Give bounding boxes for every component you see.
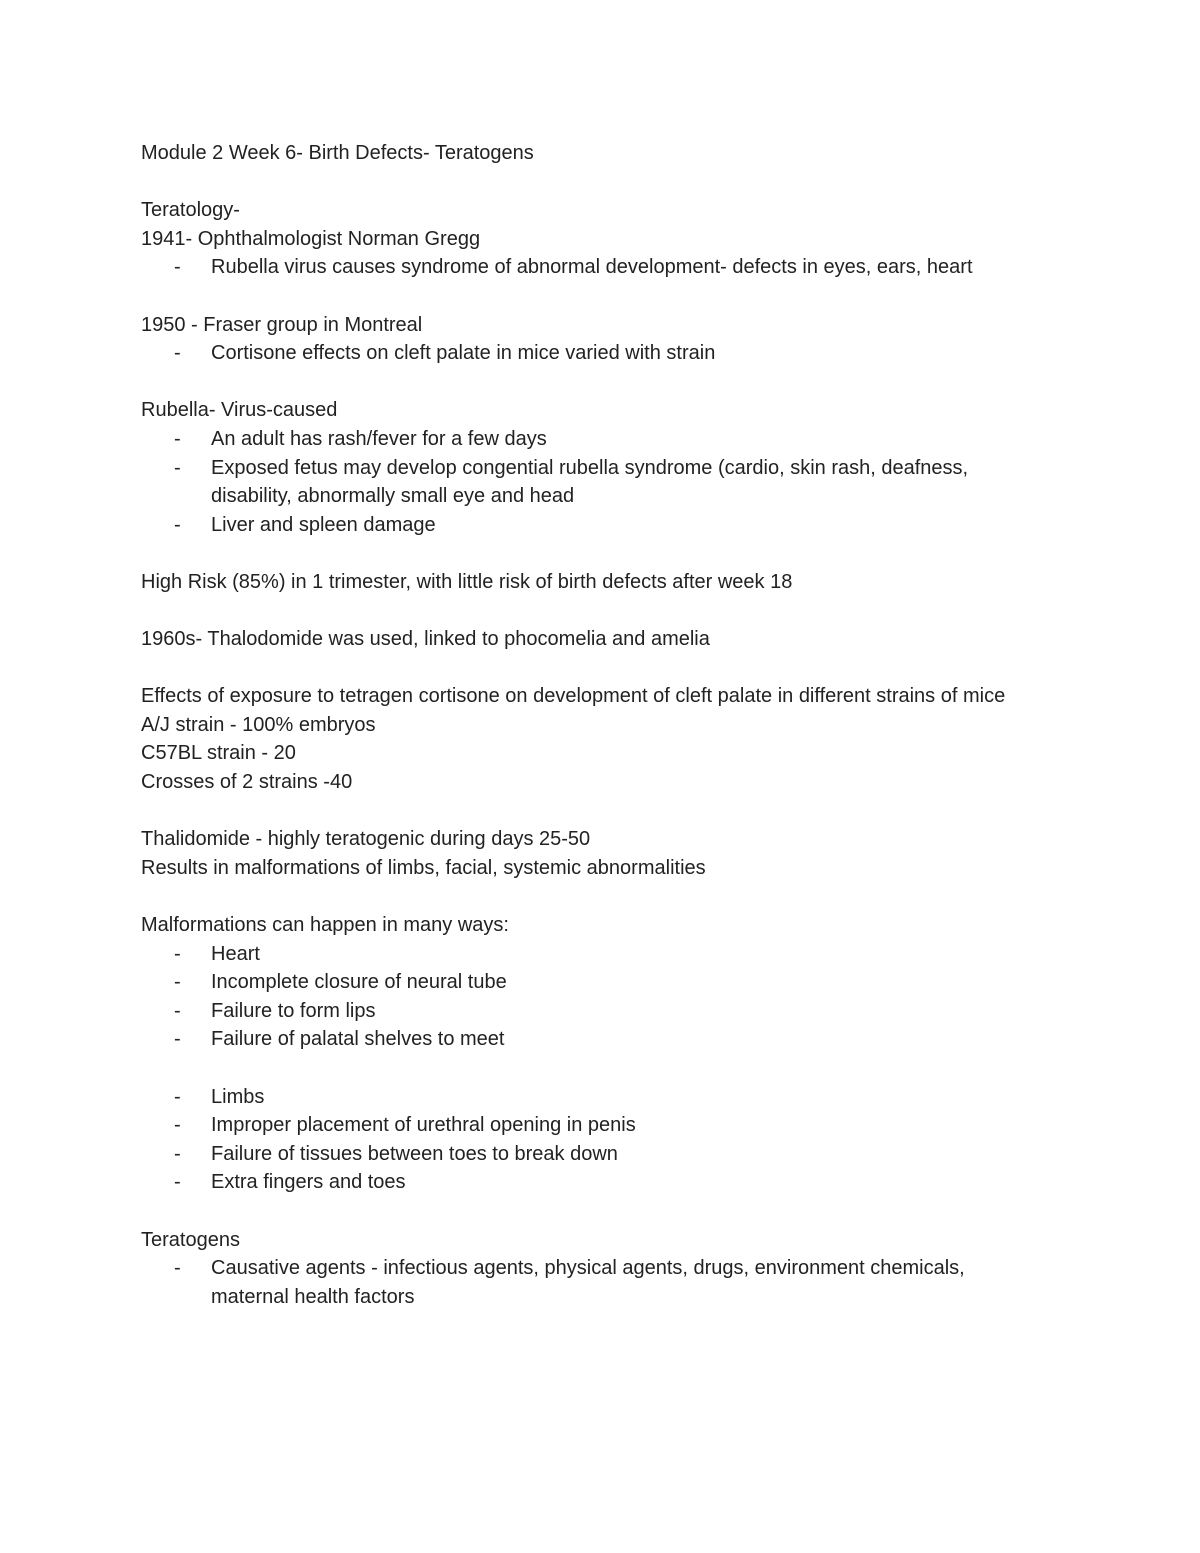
spacer [141,368,1041,397]
document-page [141,139,1041,1311]
list-item [141,1254,1041,1311]
document-title: Module 2 Week 6- Birth Defects- Teratogens [141,142,534,164]
spacer [141,1054,1041,1083]
list-item [141,1140,1041,1169]
spacer [141,168,1041,197]
thalidomide-results-line: Results in malformations of limbs, facial, systemic abnormalities [141,856,706,879]
strain-line: C57BL strain - 20 [141,742,296,765]
bullet-marker: - [174,456,181,479]
list-item-text: Limbs [211,1085,265,1108]
bullet-marker: - [174,1085,181,1108]
list-item [141,425,1041,454]
list-item [141,339,1041,368]
list-item-text: Extra fingers and toes [211,1171,406,1194]
list-item [141,253,1041,282]
spacer [141,1197,1041,1226]
bullet-marker: - [174,427,181,450]
list-item-text: Heart [211,942,260,965]
list-item-text: Liver and spleen damage [211,513,436,536]
bullet-marker: - [174,1114,181,1137]
list-item [141,1168,1041,1197]
list-item [141,1083,1041,1112]
spacer [141,539,1041,568]
list-item [141,1111,1041,1140]
list-item-text: Failure of tissues between toes to break down [211,1142,618,1165]
teratology-heading: Teratology- [141,199,240,222]
list-item-text: An adult has rash/fever for a few days [211,427,547,450]
spacer [141,597,1041,626]
gregg-line: 1941- Ophthalmologist Norman Gregg [141,227,481,250]
bullet-marker: - [174,1028,181,1051]
bullet-marker: - [174,513,181,536]
cortisone-heading: Effects of exposure to tetragen cortisone on development of cleft palate in different strains of mice [141,685,1006,708]
thalidomide-1960s-line: 1960s- Thalodomide was used, linked to phocomelia and amelia [141,628,710,651]
bullet-marker: - [174,971,181,994]
list-item [141,940,1041,969]
list-item-text: Failure to form lips [211,999,376,1022]
spacer [141,282,1041,311]
fraser-line: 1950 - Fraser group in Montreal [141,313,423,336]
list-item [141,997,1041,1026]
list-item [141,1025,1041,1054]
bullet-marker: - [174,1142,181,1165]
strain-line: Crosses of 2 strains -40 [141,771,353,794]
list-item-text: Rubella virus causes syndrome of abnormal development- defects in eyes, ears, heart [211,256,973,279]
list-item-text: Cortisone effects on cleft palate in mice varied with strain [211,342,716,365]
list-item [141,968,1041,997]
bullet-marker: - [174,1171,181,1194]
teratogens-heading: Teratogens [141,1228,240,1251]
bullet-marker: - [174,999,181,1022]
list-item [141,454,1041,511]
rubella-heading: Rubella- Virus-caused [141,399,338,422]
bullet-marker: - [174,342,181,365]
list-item-text: Incomplete closure of neural tube [211,971,507,994]
list-item-text: Exposed fetus may develop congential rubella syndrome (cardio, skin rash, deafness, disability, abnormally small eye and head [211,456,969,508]
spacer [141,882,1041,911]
list-item-text: Causative agents - infectious agents, physical agents, drugs, environment chemicals, maternal health factors [211,1257,965,1308]
list-item [141,511,1041,540]
malformations-heading: Malformations can happen in many ways: [141,914,509,937]
spacer [141,797,1041,826]
list-item-text: Failure of palatal shelves to meet [211,1028,505,1051]
list-item-text: Improper placement of urethral opening in penis [211,1114,636,1137]
spacer [141,654,1041,683]
bullet-marker: - [174,942,181,965]
high-risk-line: High Risk (85%) in 1 trimester, with little risk of birth defects after week 18 [141,570,793,593]
bullet-marker: - [174,256,181,279]
bullet-marker: - [174,1257,181,1280]
strain-line: A/J strain - 100% embryos [141,713,376,736]
thalidomide-line: Thalidomide - highly teratogenic during days 25-50 [141,828,591,851]
